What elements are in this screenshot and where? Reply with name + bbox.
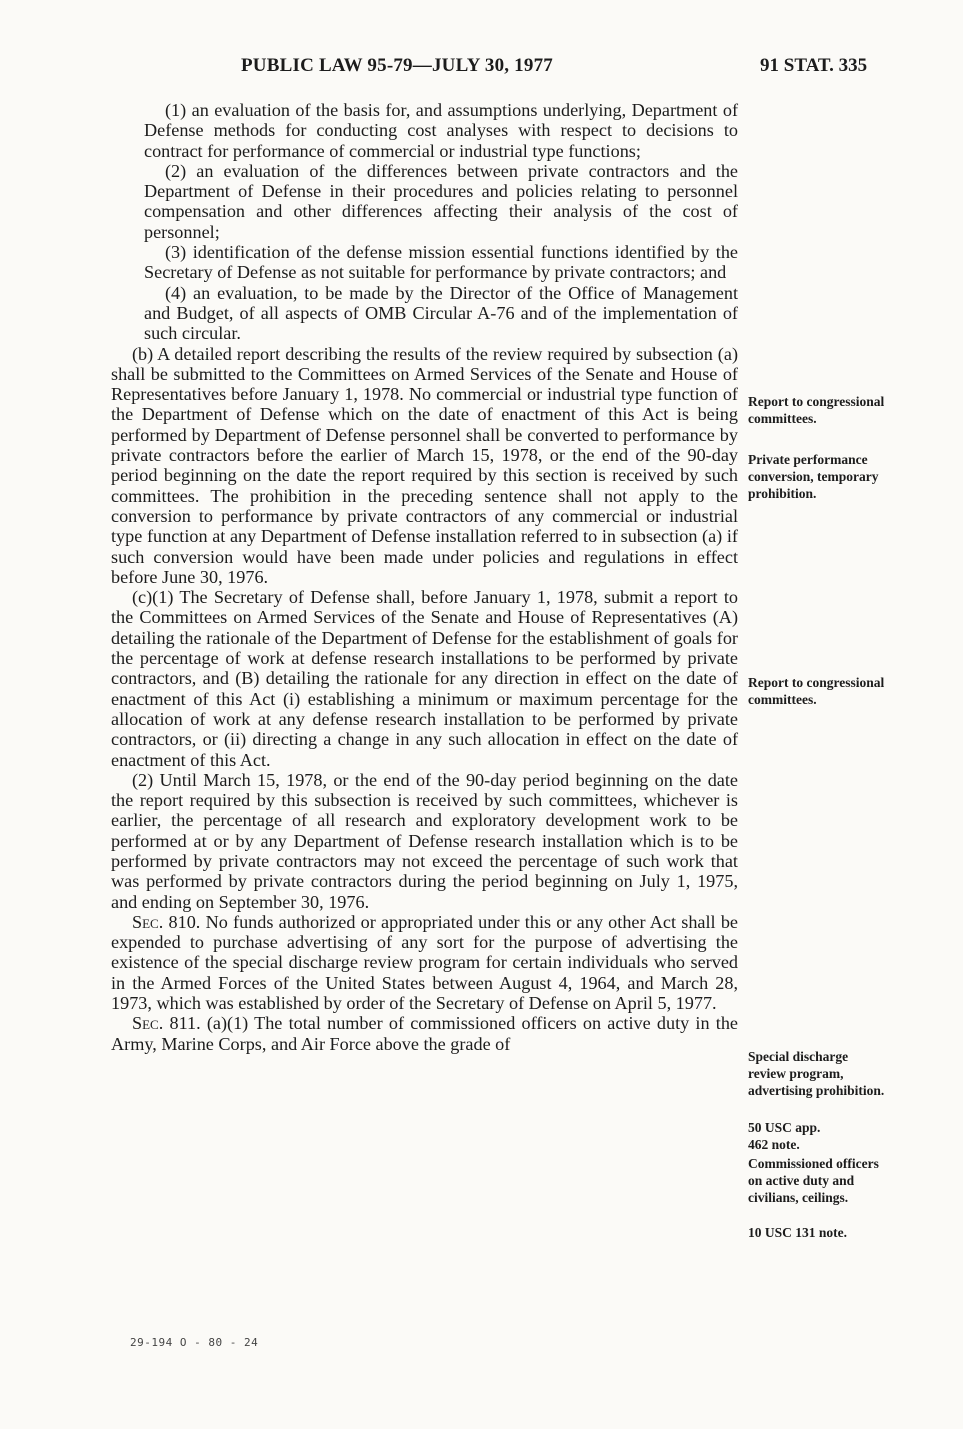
margin-note-private-performance: Private performance conversion, temporary prohibition.: [748, 452, 879, 501]
margin-note-50-usc: 50 USC app. 462 note.: [748, 1120, 821, 1152]
paragraph-b: (b) A detailed report describing the results of the review required by subsection (a) shall be submitted to the Committees on Armed Services of the Senate and House of Representatives before January 1, 1978. No commercial or industrial type function of the Department of Defense which on the date of enactment of this Act is being performed by Department of Defense personnel shall be converted to performance by private contractors before the earlier of March 15, 1978, or the end of the 90-day period beginning on the date the report required by this section is received by such committees. The prohibition in the preceding sentence shall not apply to the conversion to performance by private contractors of any commercial or industrial type function at any Department of Defense installation referred to in subsection (a) if such conversion would have been made under policies and regulations in effect before June 30, 1976.: [111, 343, 738, 587]
section-label: Sec.: [132, 911, 164, 932]
paragraph-item-1: (1) an evaluation of the basis for, and assumptions underlying, Department of Defense methods for conducting cost analyses with respect to decisions to contract for performance of commercial or industrial type functions;: [144, 100, 738, 161]
section-810: [111, 912, 738, 1013]
section-label: Sec.: [132, 1013, 164, 1034]
paragraph-c1: (c)(1) The Secretary of Defense shall, before January 1, 1978, submit a report to the Committees on Armed Services of the Senate and House of Representatives (A) detailing the rationale of the Department of Defense for the establishment of goals for the percentage of work at defense research installations to be performed by private contractors, and (B) detailing the rationale for any direction in effect on the date of enactment of this Act (i) establishing a minimum or maximum percentage for the allocation of work at any defense research installation to be performed by private contractors, or (ii) directing a change in any such allocation in effect on the date of enactment of this Act.: [111, 587, 738, 770]
section-810-text: 810. No funds authorized or appropriated under this or any other Act shall be expended to purchase advertising of any sort for the purpose of advertising the existence of the special discharge review program for certain individuals who served in the Armed Forces of the United States between August 4, 1964, and March 28, 1973, which was established by order of the Secretary of Defense on April 5, 1977.: [111, 911, 738, 1014]
page-header: [0, 55, 963, 83]
body-text: [111, 100, 738, 1054]
paragraph-item-3: (3) identification of the defense mission essential functions identified by the Secretary of Defense as not suitable for performance by private contractors; and: [144, 242, 738, 283]
margin-note-report-2: Report to congressional committees.: [748, 675, 885, 707]
page-title: PUBLIC LAW 95-79—JULY 30, 1977: [241, 55, 553, 76]
statute-page-number: 91 STAT. 335: [760, 55, 868, 76]
margin-note-10-usc: 10 USC 131 note.: [748, 1225, 848, 1240]
margin-note-special-discharge: Special discharge review program, advertising prohibition.: [748, 1049, 885, 1098]
paragraph-item-2: (2) an evaluation of the differences between private contractors and the Department of Defense in their procedures and policies relating to personnel compensation and other differences affecting their analysis of the cost of personnel;: [144, 160, 738, 242]
margin-note-report: Report to congressional committees.: [748, 394, 885, 426]
section-811: [111, 1013, 738, 1054]
footer-code: 29-194 O - 80 - 24: [130, 1336, 259, 1349]
paragraph-c2: (2) Until March 15, 1978, or the end of the 90-day period beginning on the date the report required by this subsection is received by such committees, whichever is earlier, the percentage of all research and exploratory development work to be performed at or by any Department of Defense research installation which is to be performed by private contractors may not exceed the percentage of such work that was performed by private contractors during the period beginning on July 1, 1975, and ending on September 30, 1976.: [111, 769, 738, 912]
paragraph-item-4: (4) an evaluation, to be made by the Director of the Office of Management and Budget, of all aspects of OMB Circular A-76 and of the implementation of such circular.: [144, 282, 738, 344]
margin-note-commissioned-officers: Commissioned officers on active duty and civilians, ceilings.: [748, 1156, 879, 1205]
section-811-text: 811. (a)(1) The total number of commissioned officers on active duty in the Army, Marine Corps, and Air Force above the grade of: [111, 1013, 738, 1054]
